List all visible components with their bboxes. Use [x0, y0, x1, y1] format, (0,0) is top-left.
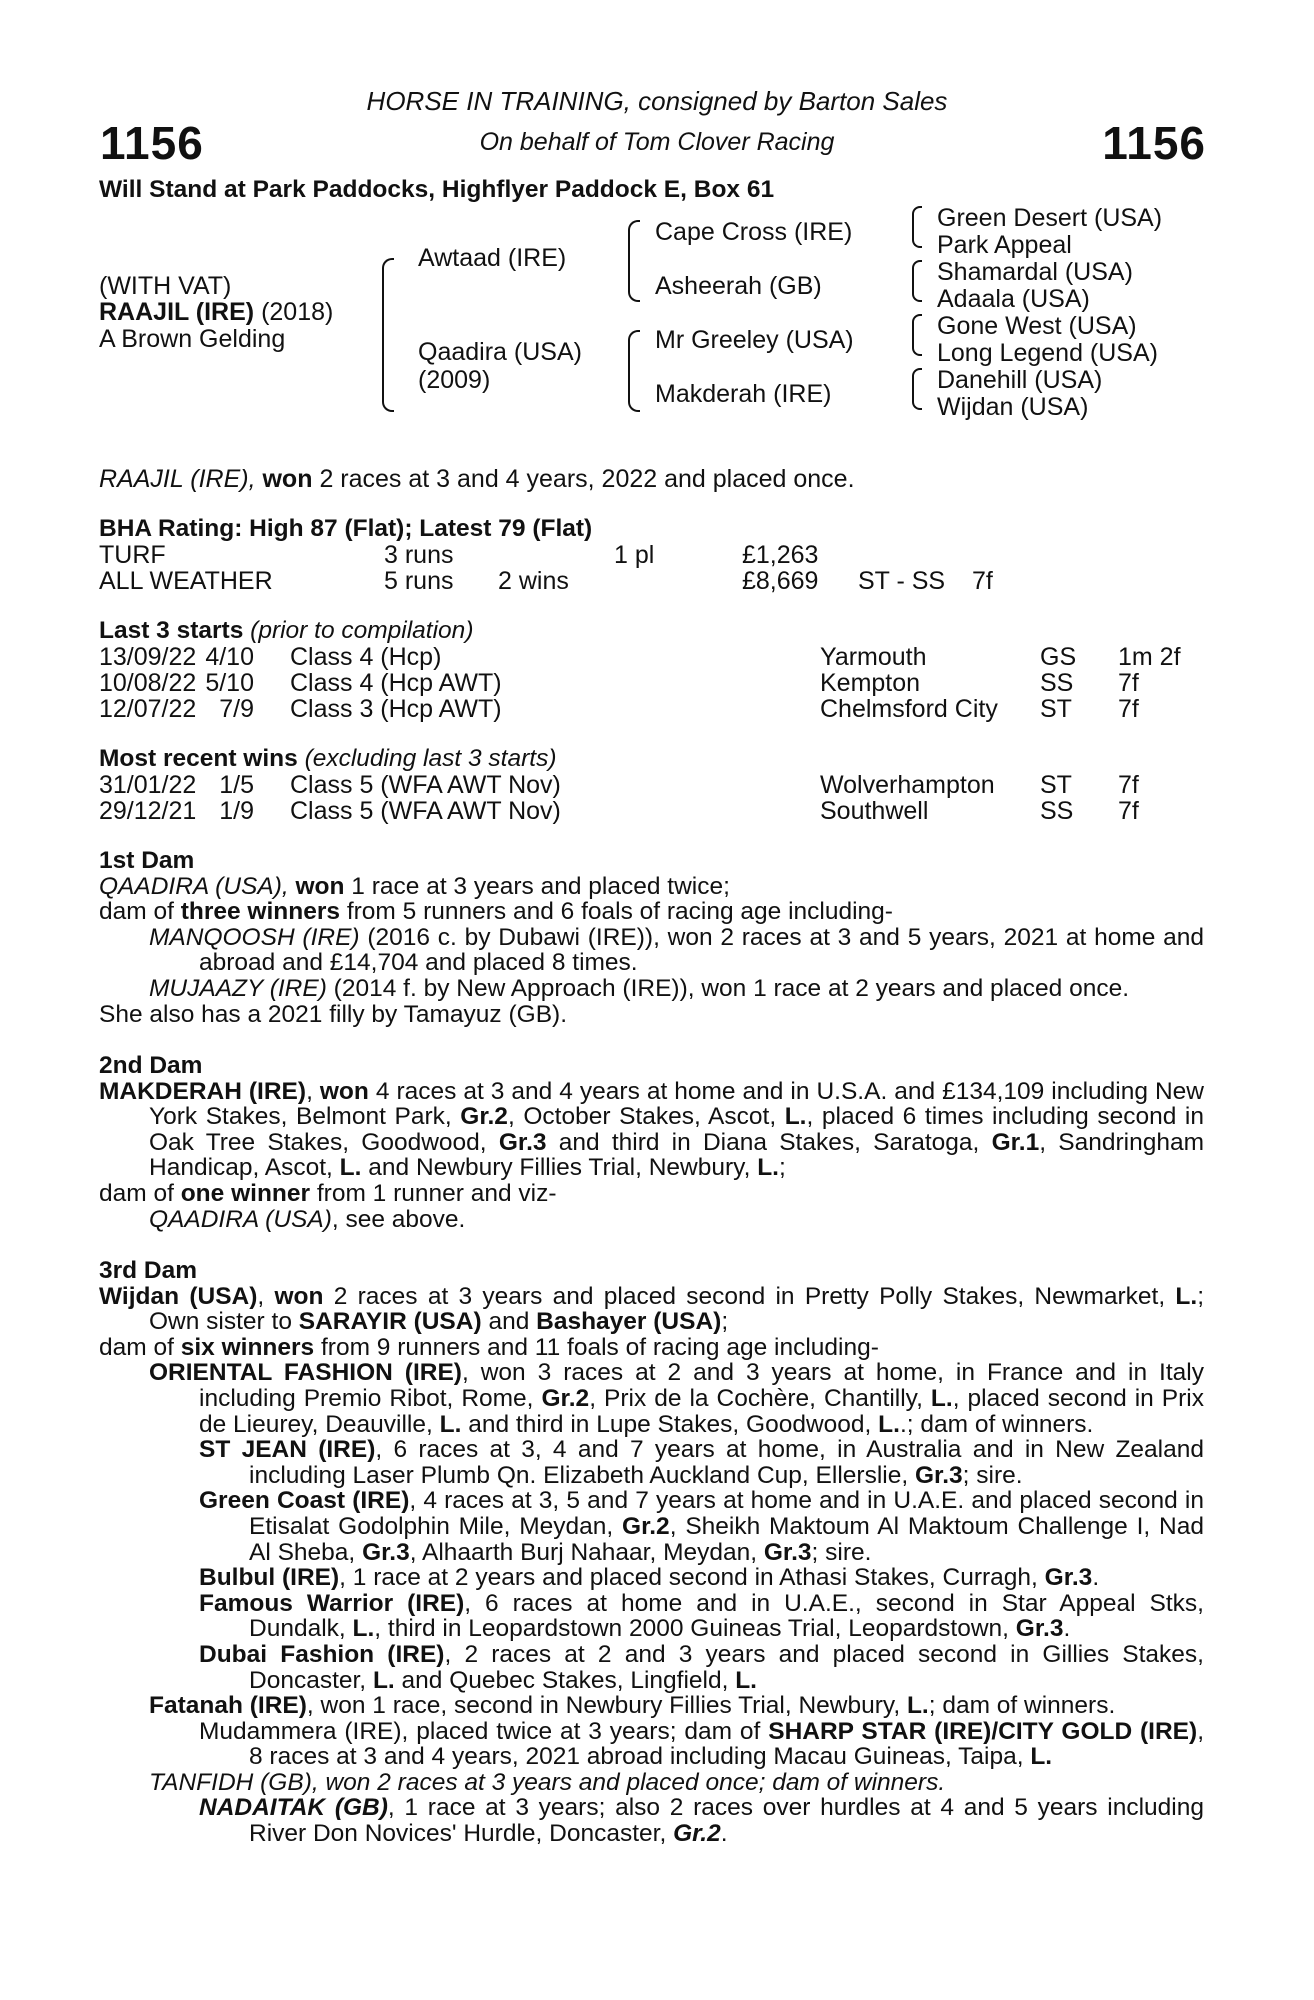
race-date: 10/08/22	[99, 669, 197, 697]
race-date: 29/12/21	[99, 797, 197, 825]
race-date: 31/01/22	[99, 771, 197, 799]
recent-title: Most recent wins (excluding last 3 starts)	[99, 745, 557, 772]
race-course: Southwell	[820, 797, 929, 825]
gen3-bracket-4	[912, 368, 922, 410]
section-title: 1st Dam	[99, 847, 195, 874]
race-dist: 7f	[1118, 797, 1139, 825]
rating-prize: £1,263	[742, 541, 819, 569]
rating-runs: 5 runs	[384, 567, 454, 595]
gen3-4: Adaala (USA)	[937, 285, 1090, 313]
dam-name: Qaadira (USA)	[418, 338, 582, 366]
gen3-7: Danehill (USA)	[937, 366, 1103, 394]
dam-bracket	[628, 330, 640, 412]
gen3-bracket-3	[912, 314, 922, 356]
race-pos: 7/9	[219, 695, 254, 723]
race-going: ST	[1040, 695, 1072, 723]
race-going: ST	[1040, 771, 1072, 799]
race-cls: Class 4 (Hcp AWT)	[290, 669, 502, 697]
race-going: SS	[1040, 669, 1074, 697]
gen3-2: Park Appeal	[937, 231, 1072, 259]
sire-dam: Asheerah (GB)	[655, 272, 822, 300]
section-title: 2nd Dam	[99, 1052, 203, 1079]
consignor-line: HORSE IN TRAINING, consigned by Barton Sales	[366, 86, 948, 116]
race-dist: 1m 2f	[1118, 643, 1181, 671]
race-course: Yarmouth	[820, 643, 927, 671]
behalf-line: On behalf of Tom Clover Racing	[479, 128, 835, 156]
race-pos: 1/9	[219, 797, 254, 825]
gen3-6: Long Legend (USA)	[937, 339, 1158, 367]
rating-wins: 2 wins	[498, 567, 569, 595]
horse-name: RAAJIL (IRE)	[99, 298, 255, 326]
race-course: Chelmsford City	[820, 695, 998, 723]
sire-bracket	[628, 220, 640, 302]
rating-dist: 7f	[972, 567, 993, 595]
sire-sire: Cape Cross (IRE)	[655, 218, 853, 246]
rating-row: TURF	[99, 541, 166, 569]
rating-runs: 3 runs	[384, 541, 454, 569]
race-course: Kempton	[820, 669, 921, 697]
race-cls: Class 4 (Hcp)	[290, 643, 442, 671]
gen3-5: Gone West (USA)	[937, 312, 1137, 340]
sire-name: Awtaad (IRE)	[418, 244, 567, 272]
bha-rating-title: BHA Rating: High 87 (Flat); Latest 79 (Flat)	[99, 515, 593, 542]
race-cls: Class 5 (WFA AWT Nov)	[290, 771, 561, 799]
dam-year: (2009)	[418, 366, 491, 394]
race-pos: 5/10	[205, 669, 254, 697]
race-pos: 4/10	[205, 643, 254, 671]
sire-dam-bracket	[382, 258, 394, 412]
gen3-3: Shamardal (USA)	[937, 258, 1133, 286]
race-cls: Class 3 (Hcp AWT)	[290, 695, 502, 723]
first-dam-section: 1st Dam QAADIRA (USA), won 1 race at 3 years and placed twice; dam of three winners from 5 runners and 6 foals of racing age including- MANQOOSH (IRE) (2016 c. by Dubawi (IRE)), won 2 races at 3 and 5 years, 2021 at home and abroad and £14,704 and placed 8 times. MUJAAZY (IRE) (2014 f. by New Approach (IRE)), won 1 race at 2 years and placed once. She also has a 2021 filly by Tamayuz (GB).	[99, 847, 1205, 1028]
last3-title: Last 3 starts (prior to compilation)	[99, 617, 474, 644]
gen3-8: Wijdan (USA)	[937, 393, 1089, 421]
vat-label: (WITH VAT)	[99, 272, 232, 300]
rating-surface: ALL WEATHER	[99, 567, 273, 595]
section-title: 3rd Dam	[99, 1257, 198, 1284]
race-cls: Class 5 (WFA AWT Nov)	[290, 797, 561, 825]
dam-sire: Mr Greeley (USA)	[655, 326, 854, 354]
race-date: 13/09/22	[99, 643, 197, 671]
horse-description: A Brown Gelding	[99, 325, 286, 353]
gen3-1: Green Desert (USA)	[937, 204, 1163, 232]
lot-number-left: 1156	[100, 117, 204, 169]
stand-location: Will Stand at Park Paddocks, Highflyer Paddock E, Box 61	[99, 176, 775, 203]
race-course: Wolverhampton	[820, 771, 995, 799]
second-dam-section: 2nd Dam MAKDERAH (IRE), won 4 races at 3 and 4 years at home and in U.S.A. and £134,109 including New York Stakes, Belmont Park, Gr.2, October Stakes, Ascot, L., placed 6 times including second in Oak Tree Stakes, Goodwood, Gr.3 and third in Diana Stakes, Saratoga, Gr.1, Sandringham Handicap, Ascot, L. and Newbury Fillies Trial, Newbury, L.; dam of one winner from 1 runner and viz- QAADIRA (USA), see above.	[99, 1052, 1204, 1233]
race-pos: 1/5	[219, 771, 254, 799]
gen3-bracket-1	[912, 206, 922, 248]
race-summary: RAAJIL (IRE), won 2 races at 3 and 4 years, 2022 and placed once.	[99, 465, 855, 493]
race-dist: 7f	[1118, 771, 1139, 799]
horse-year: (2018)	[261, 298, 334, 326]
race-date: 12/07/22	[99, 695, 197, 723]
race-dist: 7f	[1118, 695, 1139, 723]
race-going: GS	[1040, 643, 1077, 671]
dam-dam: Makderah (IRE)	[655, 380, 832, 408]
rating-placed: 1 pl	[614, 541, 655, 569]
lot-number-right: 1156	[1102, 117, 1206, 169]
race-going: SS	[1040, 797, 1074, 825]
horse-title	[99, 298, 333, 327]
race-dist: 7f	[1118, 669, 1139, 697]
gen3-bracket-2	[912, 260, 922, 302]
rating-going: ST - SS	[858, 567, 946, 595]
third-dam-section: 3rd Dam Wijdan (USA), won 2 races at 3 years and placed second in Pretty Polly Stakes, Newmarket, L.; Own sister to SARAYIR (USA) and Bashayer (USA); dam of six winners from 9 runners and 11 foals of racing age including- ORIENTAL FASHION (IRE), won 3 races at 2 and 3 years at home, in France and in Italy including Premio Ribot, Rome, Gr.2, Prix de la Cochère, Chantilly, L., placed second in Prix de Lieurey, Deauville, L. and third in Lupe Stakes, Goodwood, L..; dam of winners. ST JEAN (IRE), 6 races at 3, 4 and 7 years at home, in Australia and in New Zealand including Laser Plumb Qn. Elizabeth Auckland Cup, Ellerslie, Gr.3; sire. Green Coast (IRE), 4 races at 3, 5 and 7 years at home and in U.A.E. and placed second in Etisalat Godolphin Mile, Meydan, Gr.2, Sheikh Maktoum Al Maktoum Challenge I, Nad Al Sheba, Gr.3, Alhaarth Burj Nahaar, Meydan, Gr.3; sire. Bulbul (IRE), 1 race at 2 years and placed second in Athasi Stakes, Curragh, Gr.3. Famous Warrior (IRE), 6 races at home and in U.A.E., second in Star Appeal Stks, Dundalk, L., third in Leopardstown 2000 Guineas Trial, Leopardstown, Gr.3. Dubai Fashion (IRE), 2 races at 2 and 3 years and placed second in Gillies Stakes, Doncaster, L. and Quebec Stakes, Lingfield, L. Fatanah (IRE), won 1 race, second in Newbury Fillies Trial, Newbury, L.; dam of winners. Mudammera (IRE), placed twice at 3 years; dam of SHARP STAR (IRE)/CITY GOLD (IRE), 8 races at 3 and 4 years, 2021 abroad including Macau Guineas, Taipa, L. TANFIDH (GB), won 2 races at 3 years and placed once; dam of winners. NADAITAK (GB), 1 race at 3 years; also 2 races over hurdles at 4 and 5 years including River Don Novices' Hurdle, Doncaster, Gr.2.	[99, 1257, 1205, 1848]
rating-prize: £8,669	[742, 567, 819, 595]
